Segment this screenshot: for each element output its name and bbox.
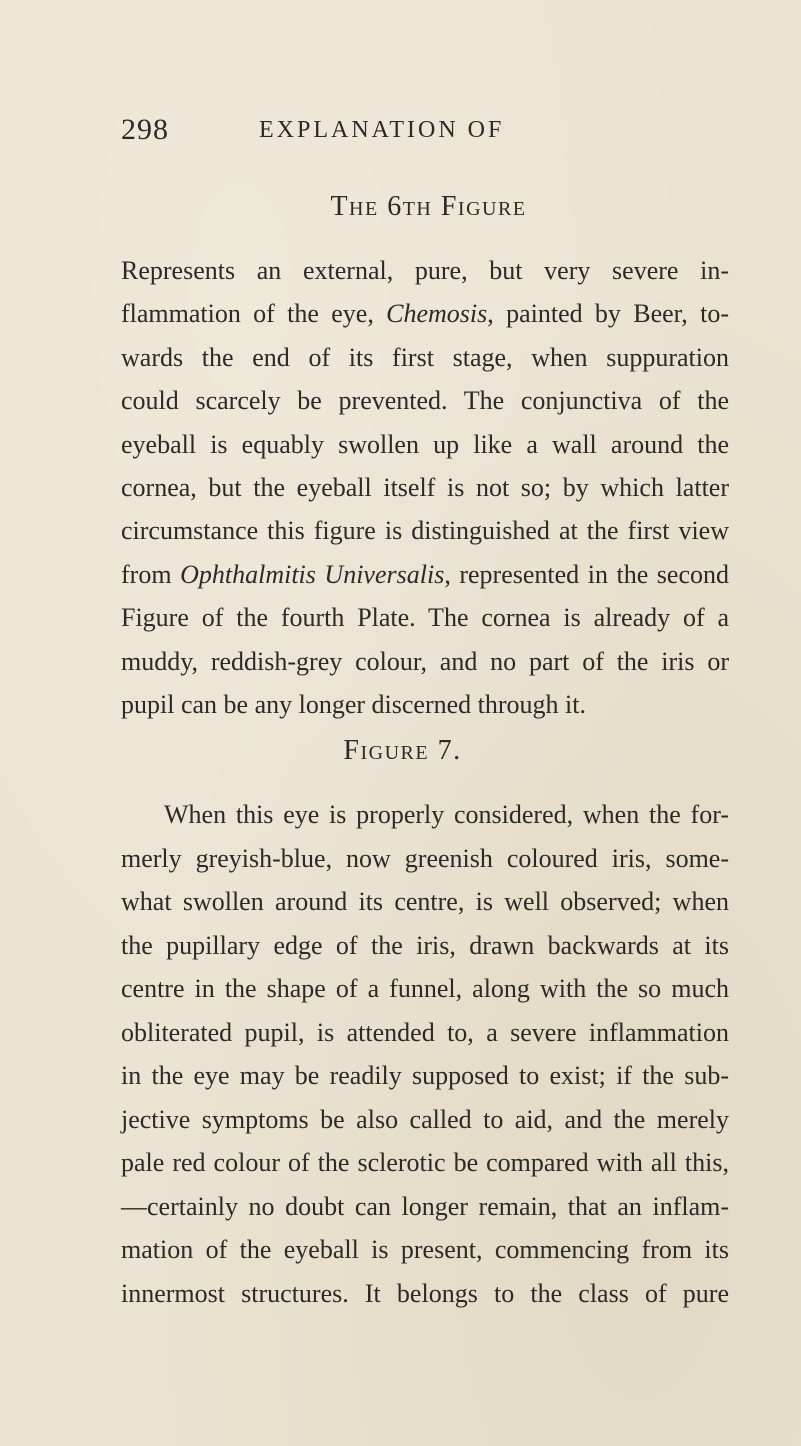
paragraph-line: When this eye is properly considered, when the for- bbox=[164, 800, 729, 829]
paragraph-line: eyeball is equably swollen up like a wall around the bbox=[121, 430, 729, 459]
paragraph-line: circumstance this figure is distinguished at the first view bbox=[121, 516, 729, 545]
paragraph-line: from Ophthalmitis Universalis, represented in the second bbox=[121, 560, 729, 589]
paragraph-line: in the eye may be readily supposed to exist; if the sub- bbox=[121, 1061, 729, 1090]
paragraph-line: flammation of the eye, Chemosis, painted by Beer, to- bbox=[121, 299, 729, 328]
paragraph-line: mation of the eyeball is present, commencing from its bbox=[121, 1235, 729, 1264]
section-heading-figure-7: Figure 7. bbox=[343, 735, 462, 766]
running-head bbox=[121, 113, 681, 153]
paragraph-line: Figure of the fourth Plate. The cornea is already of a bbox=[121, 603, 729, 632]
paragraph-line: innermost structures. It belongs to the class of pure bbox=[121, 1279, 729, 1308]
section-heading-figure-6: The 6th Figure bbox=[330, 191, 527, 222]
paragraph-line: jective symptoms be also called to aid, and the merely bbox=[121, 1105, 729, 1134]
paragraph-line: what swollen around its centre, is well observed; when bbox=[121, 887, 729, 916]
paragraph-line: the pupillary edge of the iris, drawn backwards at its bbox=[121, 931, 729, 960]
paragraph-line: merly greyish-blue, now greenish coloured iris, some- bbox=[121, 844, 729, 873]
paragraph-line: centre in the shape of a funnel, along with the so much bbox=[121, 974, 729, 1003]
page-number: 298 bbox=[121, 113, 169, 146]
paragraph-line: pale red colour of the sclerotic be compared with all this, bbox=[121, 1148, 729, 1177]
running-head-title: EXPLANATION OF bbox=[259, 117, 505, 143]
paragraph-line: cornea, but the eyeball itself is not so; by which latter bbox=[121, 473, 729, 502]
paragraph-line: —certainly no doubt can longer remain, that an inflam- bbox=[121, 1192, 729, 1221]
paragraph-line: Represents an external, pure, but very severe in- bbox=[121, 256, 729, 285]
paragraph-line: could scarcely be prevented. The conjunctiva of the bbox=[121, 386, 729, 415]
paragraph-line: pupil can be any longer discerned through it. bbox=[121, 690, 586, 719]
paragraph-line: wards the end of its first stage, when suppuration bbox=[121, 343, 729, 372]
paragraph-line: obliterated pupil, is attended to, a severe inflammation bbox=[121, 1018, 729, 1047]
paragraph-line: muddy, reddish-grey colour, and no part of the iris or bbox=[121, 647, 729, 676]
